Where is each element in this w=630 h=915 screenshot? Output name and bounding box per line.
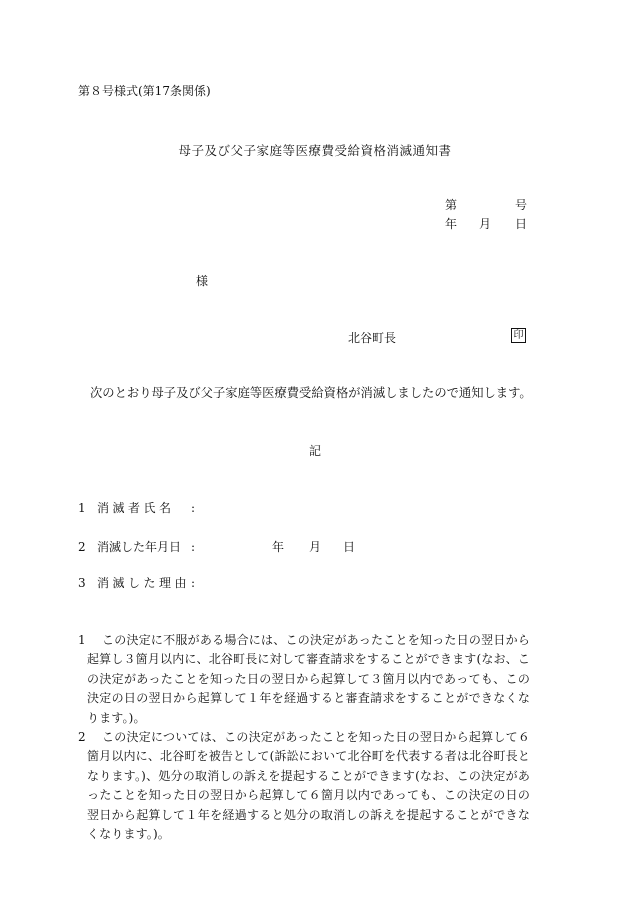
- addressee-honorific: 様: [196, 274, 209, 288]
- item-number: 1: [78, 501, 86, 515]
- ki-heading: 記: [308, 444, 321, 458]
- extinguished-date-day: 日: [343, 540, 356, 554]
- note-number: 2: [78, 730, 86, 745]
- issuer-name: 北谷町長: [348, 331, 397, 345]
- seal-mark: 印: [511, 328, 526, 343]
- document-title: 母子及び父子家庭等医療費受給資格消滅通知書: [178, 143, 452, 158]
- notes-section: [78, 631, 530, 844]
- issue-number-suffix: 号: [515, 198, 528, 212]
- notice-text: 次のとおり母子及び父子家庭等医療費受給資格が消滅しましたので通知します。: [90, 386, 532, 400]
- issue-number-prefix: 第: [445, 198, 458, 212]
- item-label: 消滅した年月日: [97, 540, 182, 554]
- extinguished-date-year: 年: [272, 540, 285, 554]
- item-colon: :: [191, 540, 196, 554]
- item-colon: :: [191, 576, 196, 590]
- note-appeal: [78, 631, 530, 728]
- issue-date-year: 年: [445, 217, 458, 231]
- note-lawsuit: [78, 728, 530, 844]
- note-text: この決定については、この決定があったことを知った日の翌日から起算して６箇月以内に、北谷町を被告として(訴訟において北谷町を代表する者は北谷町長となります。)、処分の取消しの訴えを提起することができます(なお、この決定があったことを知った日の翌日から起算して６箇月以内であっても、この決定の日の翌日から起算して１年を経過すると処分の取消しの訴えを提起することができなくなります。)。: [87, 730, 530, 842]
- item-number: 2: [78, 540, 86, 554]
- item-number: 3: [78, 576, 86, 590]
- item-label: 消滅者氏名: [97, 501, 175, 515]
- issue-date-day: 日: [515, 217, 528, 231]
- note-text: この決定に不服がある場合には、この決定があったことを知った日の翌日から起算し３箇月以内に、北谷町長に対して審査請求をすることができます(なお、この決定があったことを知った日の翌日から起算して３箇月以内であっても、この決定の日の翌日から起算して１年を経過すると審査請求をすることができなくなります。)。: [87, 633, 530, 725]
- item-colon: :: [191, 501, 196, 515]
- note-number: 1: [78, 633, 86, 647]
- issue-date-month: 月: [479, 217, 492, 231]
- form-number: 第８号様式(第17条関係): [78, 84, 211, 98]
- extinguished-date-month: 月: [309, 540, 322, 554]
- item-label: 消滅した理由: [97, 576, 191, 590]
